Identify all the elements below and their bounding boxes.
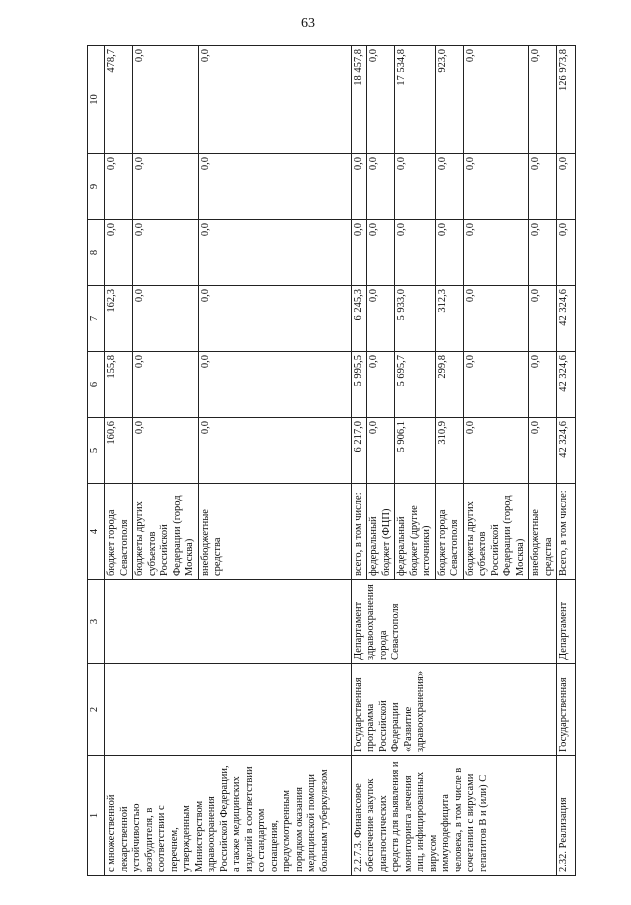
value-cell: 0,0: [367, 286, 395, 352]
value-cell: 0,0: [463, 154, 529, 220]
page-number: 63: [301, 16, 315, 31]
value-cell: 0,0: [198, 220, 351, 286]
value-cell: 0,0: [395, 220, 436, 286]
activity-description: 2.32. Реализация: [557, 756, 576, 876]
total-cell: 0,0: [529, 46, 557, 154]
value-cell: 42 324,6: [557, 352, 576, 418]
program-cell: Государственная: [557, 664, 576, 756]
funding-source: федеральный бюджет (ФЦП): [367, 484, 395, 580]
value-cell: 299,8: [435, 352, 463, 418]
header-row: [88, 46, 105, 876]
value-cell: 6 217,0: [351, 418, 367, 484]
value-cell: 0,0: [351, 154, 367, 220]
value-cell: 0,0: [351, 220, 367, 286]
column-header: 5: [88, 418, 105, 484]
value-cell: 42 324,6: [557, 418, 576, 484]
value-cell: 0,0: [435, 220, 463, 286]
value-cell: 0,0: [133, 352, 199, 418]
value-cell: 5 695,7: [395, 352, 436, 418]
value-cell: 0,0: [367, 154, 395, 220]
total-cell: 17 534,8: [395, 46, 436, 154]
value-cell: 162,3: [105, 286, 133, 352]
column-header: 3: [88, 580, 105, 664]
value-cell: 0,0: [529, 286, 557, 352]
executor-cell: Департамент: [557, 580, 576, 664]
value-cell: 0,0: [463, 220, 529, 286]
table-row: [105, 46, 133, 876]
total-cell: 18 457,8: [351, 46, 367, 154]
column-header: 10: [88, 46, 105, 154]
value-cell: 0,0: [133, 418, 199, 484]
value-cell: 0,0: [133, 220, 199, 286]
value-cell: 0,0: [529, 352, 557, 418]
total-cell: 126 973,8: [557, 46, 576, 154]
value-cell: 5 933,0: [395, 286, 436, 352]
value-cell: 0,0: [463, 418, 529, 484]
executor-cell: Департамент здравоохранения города Севастополя: [351, 580, 557, 664]
funding-source: бюджет города Севастополя: [105, 484, 133, 580]
value-cell: 0,0: [529, 418, 557, 484]
value-cell: 0,0: [198, 286, 351, 352]
column-header: 1: [88, 756, 105, 876]
value-cell: 0,0: [367, 418, 395, 484]
value-cell: 0,0: [435, 154, 463, 220]
funding-source: федеральный бюджет (другие источники): [395, 484, 436, 580]
column-header: 4: [88, 484, 105, 580]
value-cell: 6 245,3: [351, 286, 367, 352]
total-cell: 923,0: [435, 46, 463, 154]
activity-description: 2.2.7.3. Финансовое обеспечение закупок диагностических средств для выявления и мониторинга лечения лиц, инфицированных вирусом иммунодефицита человека, в том числе в сочетании с вирусами гепатитов В и (или) С: [351, 756, 557, 876]
value-cell: 0,0: [557, 154, 576, 220]
value-cell: 310,9: [435, 418, 463, 484]
funding-source: всего, в том числе:: [351, 484, 367, 580]
rotated-page: [87, 46, 569, 876]
table-row: [351, 46, 367, 876]
total-cell: 0,0: [133, 46, 199, 154]
value-cell: 0,0: [395, 154, 436, 220]
value-cell: 0,0: [557, 220, 576, 286]
value-cell: 0,0: [463, 352, 529, 418]
value-cell: 0,0: [198, 352, 351, 418]
value-cell: 0,0: [133, 286, 199, 352]
funding-source: внебюджетные средства: [198, 484, 351, 580]
column-header: 9: [88, 154, 105, 220]
value-cell: 5 906,1: [395, 418, 436, 484]
value-cell: 0,0: [198, 418, 351, 484]
value-cell: 0,0: [367, 220, 395, 286]
total-cell: 0,0: [198, 46, 351, 154]
budget-table: [87, 45, 576, 876]
activity-description: с множественной лекарственной устойчивостью возбудителя, в соответствии с перечнем, утвержденным Министерством здравоохранения Российской Федерации, а также медицинских изделий в соответствии со стандартом оснащения, предусмотренным порядком оказания медицинской помощи больным туберкулезом: [105, 756, 352, 876]
total-cell: 0,0: [367, 46, 395, 154]
funding-source: бюджеты других субъектов Российской Федерации (город Москва): [463, 484, 529, 580]
executor-cell: [105, 580, 352, 664]
funding-source: бюджет города Севастополя: [435, 484, 463, 580]
value-cell: 5 995,5: [351, 352, 367, 418]
program-cell: Государственная программа Российской Федерации «Развитие здравоохранения»: [351, 664, 557, 756]
value-cell: 42 324,6: [557, 286, 576, 352]
value-cell: 0,0: [105, 220, 133, 286]
value-cell: 0,0: [198, 154, 351, 220]
value-cell: 0,0: [133, 154, 199, 220]
value-cell: 160,6: [105, 418, 133, 484]
value-cell: 0,0: [529, 154, 557, 220]
column-header: 8: [88, 220, 105, 286]
value-cell: 312,3: [435, 286, 463, 352]
column-header: 6: [88, 352, 105, 418]
funding-source: внебюджетные средства: [529, 484, 557, 580]
funding-source: бюджеты других субъектов Российской Федерации (город Москва): [133, 484, 199, 580]
value-cell: 0,0: [529, 220, 557, 286]
value-cell: 0,0: [105, 154, 133, 220]
table-container: [87, 46, 569, 876]
program-cell: [105, 664, 352, 756]
table-row: [557, 46, 576, 876]
value-cell: 0,0: [463, 286, 529, 352]
value-cell: 0,0: [367, 352, 395, 418]
funding-source: Всего, в том числе:: [557, 484, 576, 580]
total-cell: 0,0: [463, 46, 529, 154]
total-cell: 478,7: [105, 46, 133, 154]
column-header: 7: [88, 286, 105, 352]
column-header: 2: [88, 664, 105, 756]
value-cell: 155,8: [105, 352, 133, 418]
